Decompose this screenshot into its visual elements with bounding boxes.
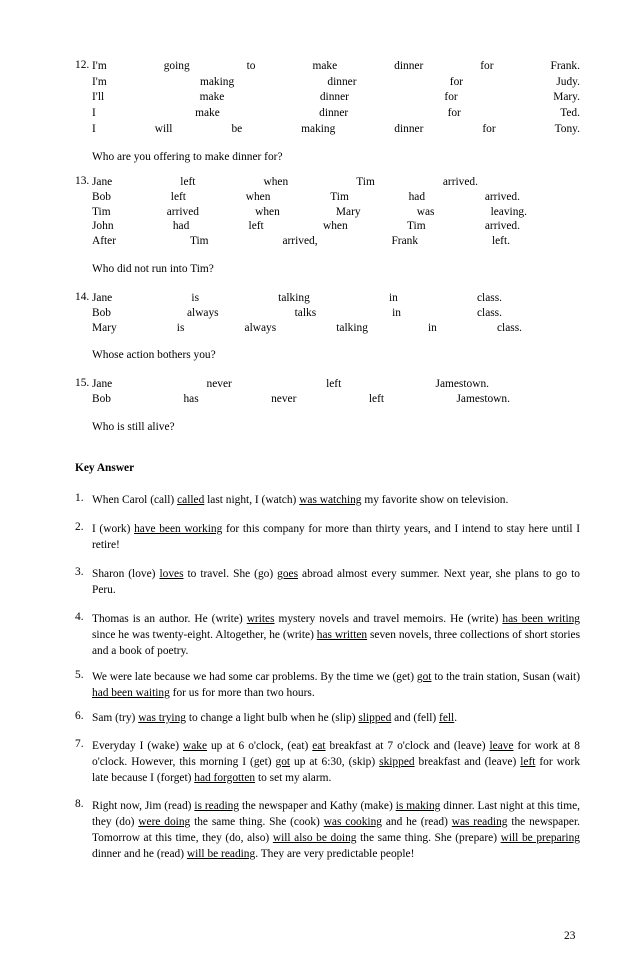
sentence-word: left [368,392,385,405]
sentence-word: making [199,75,235,88]
sentence-word: make [199,91,225,104]
answer-verb: goes [277,568,299,580]
answer-text: abroad almost every summer. Next year, she plans to go to Peru. [92,568,580,596]
sentence-word: I [92,122,96,135]
sentence-word: After [92,235,117,248]
answer-paragraph [92,492,580,508]
answer-verb: will be reading [186,848,256,860]
answer-verb: got [275,756,291,768]
answer-text: Sam (try) [92,712,139,724]
exercise-sentence [92,306,502,320]
answer-number: 2. [75,521,84,533]
sentence-word: talks [294,306,317,319]
sentence-word: Jamestown. [456,392,510,405]
exercise-sentence [92,392,510,406]
sentence-word: Jane [92,176,113,188]
answer-text: Thomas is an author. He (write) [92,613,247,625]
answer-verb: had forgotten [194,772,256,784]
answer-verb: had been waiting [92,687,170,699]
exercise-sentence [92,205,527,219]
sentence-word: dinner [319,91,349,104]
answer-text: to the train station, Susan (wait) [431,671,580,683]
sentence-word: arrived. [484,190,520,203]
sentence-word: Bob [92,306,111,319]
key-answer-heading: Key Answer [75,462,135,474]
answer-verb: were doing [138,816,191,828]
sentence-word: arrived. [484,220,520,233]
sentence-word: never [206,378,232,390]
answer-text: Sharon (love) [92,568,160,580]
answer-text: last night, I (watch) [204,494,300,506]
sentence-word: for [482,122,496,135]
answer-verb: is making [395,800,441,812]
answer-text: When Carol (call) [92,494,178,506]
answer-verb: was cooking [323,816,382,828]
answer-text: seven novels, three collections of short stories and a book of poetry. [92,629,581,657]
answer-verb: loves [159,568,184,580]
sentence-word: for [447,107,461,120]
sentence-word: left. [491,235,510,248]
sentence-word: Frank [391,235,419,248]
exercise-sentence [92,377,489,391]
sentence-word: make [195,107,220,120]
sentence-word: Tim [189,235,209,248]
answer-verb: was reading [451,816,508,828]
answer-text: for work at 8 o'clock. However, this morning I (get) [92,740,580,768]
sentence-word: dinner [394,122,424,135]
sentence-word: dinner [319,107,349,120]
answer-number: 6. [75,710,84,722]
sentence-word: was [416,205,435,218]
answer-text: to set my alarm. [255,772,332,784]
sentence-word: when [263,176,289,188]
sentence-word: arrived, [282,235,318,248]
answer-verb: was watching [299,494,362,506]
sentence-word: is [176,321,185,334]
answer-verb: left [520,756,536,768]
answer-verb: called [177,494,205,506]
answer-verb: fell [439,712,455,724]
answer-text: the same thing. She (prepare) [356,832,501,844]
answer-text: breakfast at 7 o'clock and (leave) [325,740,490,752]
answer-verb: leave [489,740,514,752]
sentence-word: when [255,205,280,218]
sentence-word: be [231,122,243,135]
answer-text: and he (read) [381,816,452,828]
sentence-word: make [312,60,338,72]
answer-paragraph [92,611,580,659]
answer-text: the same thing. She (cook) [190,816,324,828]
exercise-number: 12. [75,59,90,71]
exercise-sentence [92,59,580,73]
answer-text: Right now, Jim (read) [92,800,195,812]
sentence-word: Jane [92,292,113,304]
sentence-word: has [183,392,199,405]
sentence-word: always [186,306,219,319]
sentence-word: left [170,190,186,203]
sentence-word: Judy. [556,75,580,88]
answer-paragraph [92,669,580,701]
answer-paragraph [92,710,580,726]
answer-number: 4. [75,611,84,623]
exercise-sentence [92,75,580,89]
sentence-word: in [392,306,401,319]
sentence-word: I'm [92,60,107,72]
exercise-number: 15. [75,377,90,389]
answer-text: for us for more than two hours. [169,687,315,699]
sentence-word: John [92,220,114,233]
sentence-word: in [428,321,437,334]
answer-text: up at 6 o'clock, (eat) [207,740,313,752]
sentence-word: in [388,292,398,304]
answer-verb: writes [246,613,275,625]
sentence-word: Bob [92,190,111,203]
answer-paragraph [92,738,580,786]
answer-verb: was trying [138,712,186,724]
exercise-sentence [92,106,580,120]
exercise-sentence [92,90,580,104]
exercise-question: Whose action bothers you? [92,349,216,361]
exercise-number: 13. [75,175,90,187]
answer-text: . [454,712,458,724]
answer-text: for this company for more than thirty years, and I intend to stay here until I retire! [92,523,580,551]
sentence-word: for [449,75,464,88]
sentence-word: always [244,321,277,334]
sentence-word: left [248,220,264,233]
sentence-word: Mary. [553,91,580,104]
answer-verb: will be preparing [500,832,580,844]
answer-text: We were late because we had some car problems. By the time we (get) [92,671,417,683]
answer-text: mystery novels and travel memoirs. He (write) [274,613,503,625]
sentence-word: Ted. [560,107,580,120]
answer-number: 1. [75,492,84,504]
answer-text: . They are very predictable people! [255,848,415,860]
answer-verb: has been writing [502,613,580,625]
answer-verb: slipped [358,712,392,724]
sentence-word: I'm [92,75,107,88]
sentence-word: I'll [92,91,105,104]
sentence-word: Frank. [550,60,580,72]
answer-text: to travel. She (go) [183,568,278,580]
sentence-word: to [246,60,256,72]
sentence-word: never [271,392,297,405]
answer-text: my favorite show on television. [361,494,509,506]
sentence-word: Tim [330,190,349,203]
answer-number: 5. [75,669,84,681]
sentence-word: dinner [327,75,357,88]
exercise-sentence [92,190,520,204]
exercise-sentence [92,175,478,189]
answer-text: dinner and he (read) [92,848,187,860]
exercise-sentence [92,219,520,233]
sentence-word: left [326,378,342,390]
answer-text: the newspaper. Tomorrow at this time, they (do, also) [92,816,580,844]
sentence-word: Jane [92,378,113,390]
sentence-word: is [191,292,200,304]
answer-text: to change a light bulb when he (slip) [185,712,359,724]
sentence-word: Tim [406,220,426,233]
answer-number: 7. [75,738,84,750]
sentence-word: left [180,176,196,188]
sentence-word: Tony. [554,122,580,135]
sentence-word: Mary [335,205,361,218]
answer-verb: is reading [194,800,240,812]
answer-verb: has written [316,629,368,641]
sentence-word: for [480,60,494,72]
exercise-sentence [92,122,580,136]
sentence-word: class. [477,292,502,304]
answer-text: since he was twenty-eight. Altogether, he (write) [92,629,317,641]
answer-verb: will also be doing [272,832,357,844]
sentence-word: will [154,122,173,135]
sentence-word: Tim [92,205,111,218]
sentence-word: talking [336,321,368,334]
answer-verb: got [416,671,432,683]
sentence-word: going [163,60,190,72]
sentence-word: talking [278,292,310,304]
sentence-word: leaving. [490,205,527,218]
answer-number: 3. [75,566,84,578]
exercise-number: 14. [75,291,90,303]
exercise-sentence [92,234,510,248]
sentence-word: dinner [394,60,424,72]
exercise-sentence [92,321,522,335]
sentence-word: when [323,220,348,233]
answer-text: for work late because I (forget) [92,756,581,784]
sentence-word: Tim [356,176,375,188]
answer-text: and (fell) [391,712,440,724]
sentence-word: Jamestown. [435,378,489,390]
answer-text: dinner. Last night at this time, they (do) [92,800,580,828]
sentence-word: Mary [92,321,117,334]
answer-paragraph [92,798,580,862]
answer-verb: have been working [134,523,223,535]
answer-paragraph [92,566,580,598]
exercise-question: Who is still alive? [92,421,175,433]
answer-verb: skipped [379,756,415,768]
answer-paragraph [92,521,580,553]
sentence-word: had [172,220,190,233]
sentence-word: class. [497,321,522,334]
exercise-question: Who did not run into Tim? [92,263,214,275]
answer-text: I (work) [92,523,135,535]
exercise-question: Who are you offering to make dinner for? [92,151,283,163]
answer-text: Everyday I (wake) [92,740,183,752]
sentence-word: Bob [92,392,111,405]
answer-number: 8. [75,798,84,810]
answer-text: breakfast and (leave) [414,756,521,768]
answer-verb: wake [182,740,208,752]
sentence-word: class. [476,306,502,319]
sentence-word: for [444,91,458,104]
answer-text: up at 6:30, (skip) [290,756,380,768]
sentence-word: had [408,190,426,203]
sentence-word: arrived. [442,176,478,188]
sentence-word: making [301,122,336,135]
sentence-word: I [92,107,96,120]
sentence-word: arrived [166,205,199,218]
exercise-sentence [92,291,502,305]
answer-text: the newspaper and Kathy (make) [239,800,396,812]
page-number: 23 [564,930,576,942]
sentence-word: when [245,190,271,203]
answer-verb: eat [312,740,326,752]
